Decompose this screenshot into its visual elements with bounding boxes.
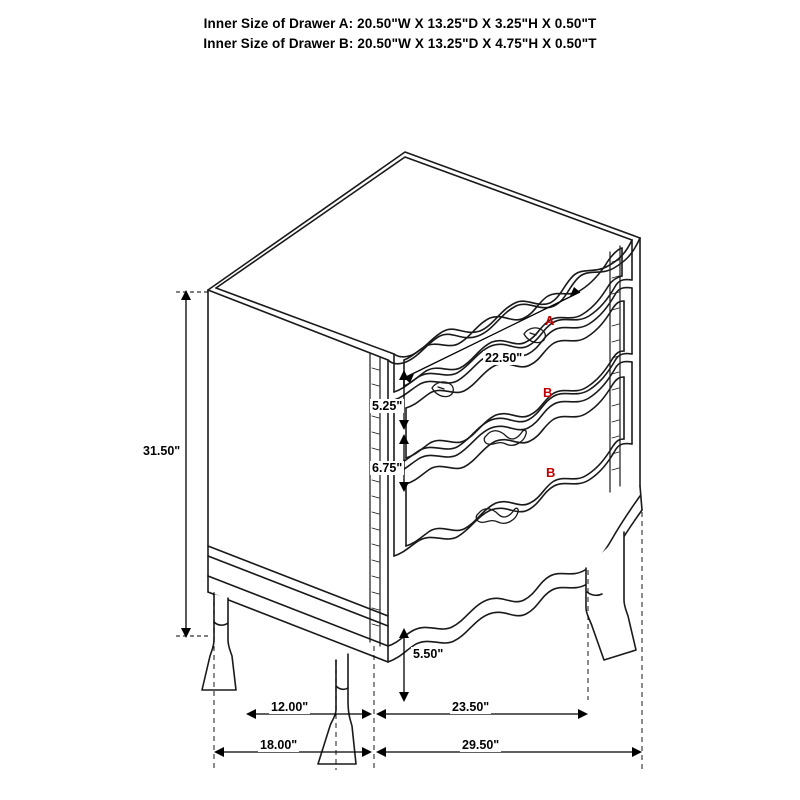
dim-label-drawer-a: 5.25" — [372, 399, 403, 413]
cabinet-left-side — [208, 290, 388, 646]
dim-label-leg-height: 5.50" — [413, 647, 444, 661]
drawer-a-inner-size: Inner Size of Drawer A: 20.50"W X 13.25"D X 3.25"H X 0.50"T — [203, 16, 597, 31]
drawer-label-b2: B — [546, 465, 556, 480]
dim-label-base-right: 29.50" — [462, 738, 500, 752]
leg-front-right — [586, 532, 636, 660]
dim-label-drawer-b: 6.75" — [372, 461, 403, 475]
drawer-label-b1: B — [543, 385, 553, 400]
drawer-b-inner-size: Inner Size of Drawer B: 20.50"W X 13.25"D X 4.75"H X 0.50"T — [203, 36, 597, 51]
drawer-b2-front — [394, 362, 632, 556]
mirror-trim-left — [370, 354, 380, 646]
dim-label-height-total: 31.50" — [143, 444, 181, 458]
leg-back-left — [202, 594, 236, 690]
dim-label-front-right: 23.50" — [452, 700, 490, 714]
leg-front-left — [318, 654, 356, 764]
drawer-label-a: A — [545, 313, 555, 328]
dim-label-top-width: 22.50" — [485, 351, 523, 365]
dim-height-total — [176, 290, 210, 638]
dim-label-base-left: 18.00" — [260, 738, 298, 752]
cabinet-top — [208, 152, 640, 364]
dim-label-front-left: 12.00" — [271, 700, 309, 714]
